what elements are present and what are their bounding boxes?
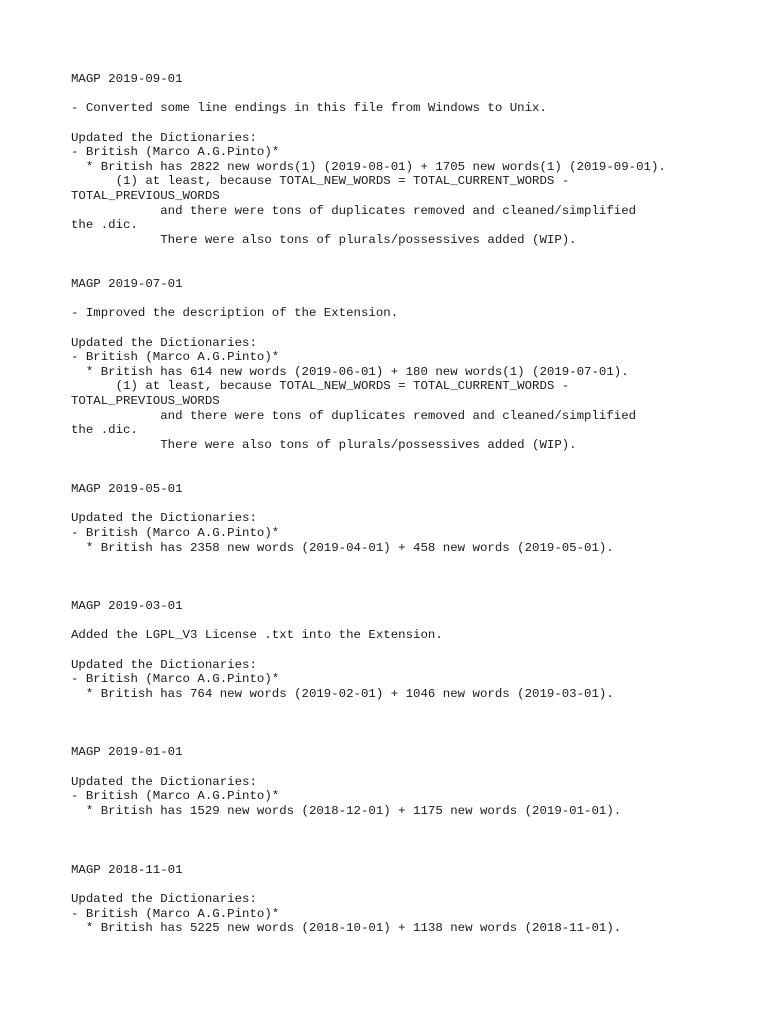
text-line <box>71 848 731 863</box>
text-line: - British (Marco A.G.Pinto)* <box>71 672 280 687</box>
text-line: - British (Marco A.G.Pinto)* <box>71 145 280 160</box>
text-line: Updated the Dictionaries: <box>71 891 257 906</box>
text-line: MAGP 2018-11-01 <box>71 862 183 877</box>
text-line <box>71 614 731 629</box>
text-line <box>71 731 731 746</box>
text-line <box>71 760 731 775</box>
text-line <box>71 467 731 482</box>
text-line: the .dic. <box>71 423 138 438</box>
text-line <box>71 643 731 658</box>
text-line <box>71 248 731 263</box>
text-line: TOTAL_PREVIOUS_WORDS <box>71 394 220 409</box>
text-line <box>71 702 731 717</box>
text-line <box>71 833 731 848</box>
text-line: * British has 2822 new words(1) (2019-08-01) + 1705 new words(1) (2019-09-01). <box>71 159 666 174</box>
text-line: There were also tons of plurals/possessives added (WIP). <box>71 438 577 453</box>
text-line <box>71 555 731 570</box>
text-line <box>71 262 731 277</box>
text-line: the .dic. <box>71 218 138 233</box>
text-line: and there were tons of duplicates removed and cleaned/simplified <box>71 203 637 218</box>
text-line: TOTAL_PREVIOUS_WORDS <box>71 189 220 204</box>
text-line: * British has 614 new words (2019-06-01) + 180 new words(1) (2019-07-01). <box>71 364 629 379</box>
text-line: MAGP 2019-03-01 <box>71 599 183 614</box>
text-line: Updated the Dictionaries: <box>71 335 257 350</box>
text-line: - Converted some line endings in this file from Windows to Unix. <box>71 101 547 116</box>
text-line <box>71 819 731 834</box>
text-line: Updated the Dictionaries: <box>71 657 257 672</box>
text-line: * British has 1529 new words (2018-12-01) + 1175 new words (2019-01-01). <box>71 804 622 819</box>
text-line: and there were tons of duplicates removed and cleaned/simplified <box>71 408 637 423</box>
text-line: * British has 764 new words (2019-02-01) + 1046 new words (2019-03-01). <box>71 686 614 701</box>
text-line: Added the LGPL_V3 License .txt into the Extension. <box>71 628 443 643</box>
text-line: (1) at least, because TOTAL_NEW_WORDS = TOTAL_CURRENT_WORDS - <box>71 174 570 189</box>
text-line: - British (Marco A.G.Pinto)* <box>71 789 280 804</box>
text-line <box>71 453 731 468</box>
text-line: - Improved the description of the Extension. <box>71 306 399 321</box>
text-line: Updated the Dictionaries: <box>71 511 257 526</box>
text-line: Updated the Dictionaries: <box>71 130 257 145</box>
text-line <box>71 570 731 585</box>
text-line: * British has 2358 new words (2019-04-01) + 458 new words (2019-05-01). <box>71 540 614 555</box>
text-line: MAGP 2019-07-01 <box>71 276 183 291</box>
changelog-text <box>71 72 731 936</box>
text-line <box>71 116 731 131</box>
text-line: - British (Marco A.G.Pinto)* <box>71 525 280 540</box>
text-line: - British (Marco A.G.Pinto)* <box>71 350 280 365</box>
text-line <box>71 87 731 102</box>
text-line <box>71 716 731 731</box>
text-line: Updated the Dictionaries: <box>71 774 257 789</box>
text-line: (1) at least, because TOTAL_NEW_WORDS = TOTAL_CURRENT_WORDS - <box>71 379 570 394</box>
text-line <box>71 497 731 512</box>
text-line: MAGP 2019-09-01 <box>71 72 183 86</box>
text-line: There were also tons of plurals/possessives added (WIP). <box>71 233 577 248</box>
text-line: MAGP 2019-01-01 <box>71 745 183 760</box>
text-line <box>71 877 731 892</box>
text-line: * British has 5225 new words (2018-10-01) + 1138 new words (2018-11-01). <box>71 921 622 936</box>
text-line <box>71 292 731 307</box>
text-line <box>71 321 731 336</box>
text-line <box>71 584 731 599</box>
text-line: - British (Marco A.G.Pinto)* <box>71 906 280 921</box>
text-line: MAGP 2019-05-01 <box>71 481 183 496</box>
